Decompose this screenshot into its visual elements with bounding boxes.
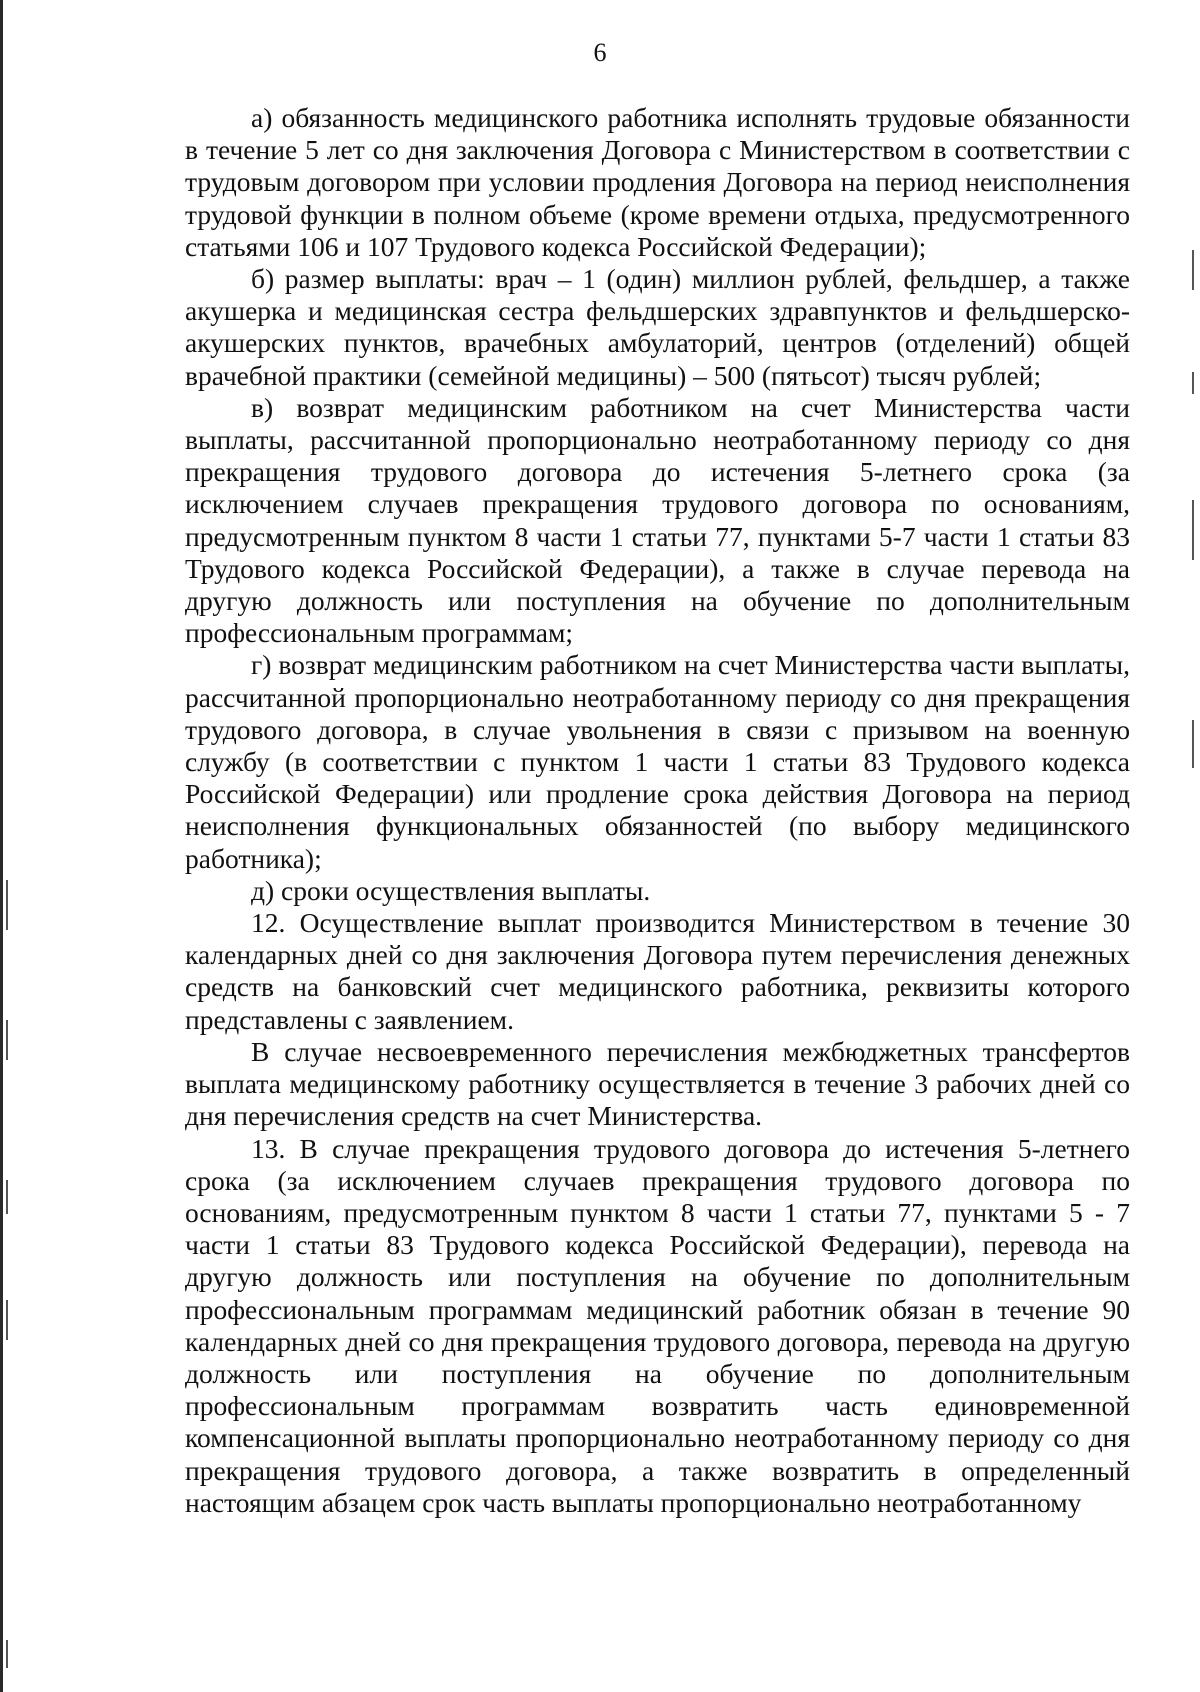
page-number: 6 xyxy=(593,38,607,67)
document-body xyxy=(185,102,1130,1519)
paragraph-item-v: в) возврат медицинским работником на счет Министерства части выплаты, рассчитанной пропорционально неотработанному периоду со дня прекращения трудового договора до истечения 5-летнего срока (за исключением случаев прекращения трудового договора по основаниям, предусмотренным пунктом 8 части 1 статьи 77, пунктами 5-7 части 1 статьи 83 Трудового кодекса Российской Федерации), а также в случае перевода на другую должность или поступления на обучение по дополнительным профессиональным программам; xyxy=(185,391,1130,649)
paragraph-item-a: а) обязанность медицинского работника исполнять трудовые обязанности в течение 5 лет со дня заключения Договора с Министерством в соответствии с трудовым договором при условии продления Договора на период неисполнения трудовой функции в полном объеме (кроме времени отдыха, предусмотренного статьями 106 и 107 Трудового кодекса Российской Федерации); xyxy=(185,102,1130,262)
paragraph-clause-12: 12. Осуществление выплат производится Министерством в течение 30 календарных дней со дня заключения Договора путем перечисления денежных средств на банковский счет медицинского работника, реквизиты которого представлены с заявлением. xyxy=(185,907,1130,1035)
scan-artifact-mark xyxy=(1192,720,1194,768)
scan-artifact-mark xyxy=(1192,500,1194,560)
paragraph-item-g: г) возврат медицинским работником на счет Министерства части выплаты, рассчитанной пропорционально неотработанному периоду со дня прекращения трудового договора, в случае увольнения в связи с призывом на военную службу (в соответствии с пунктом 1 части 1 статьи 83 Трудового кодекса Российской Федерации) или продление срока действия Договора на период неисполнения функциональных обязанностей (по выбору медицинского работника); xyxy=(185,649,1130,874)
paragraph-clause-12-continued: В случае несвоевременного перечисления межбюджетных трансфертов выплата медицинскому работнику осуществляется в течение 3 рабочих дней со дня перечисления средств на счет Министерства. xyxy=(185,1035,1130,1132)
scan-artifact-mark xyxy=(1192,250,1194,290)
scan-artifact-mark xyxy=(6,1640,8,1668)
scan-artifact-mark xyxy=(1192,372,1194,394)
paragraph-clause-13: 13. В случае прекращения трудового договора до истечения 5-летнего срока (за исключением случаев прекращения трудового договора по основаниям, предусмотренным пунктом 8 части 1 статьи 77, пунктами 5 - 7 части 1 статьи 83 Трудового кодекса Российской Федерации), перевода на другую должность или поступления на обучение по дополнительным профессиональным программам медицинский работник обязан в течение 90 календарных дней со дня прекращения трудового договора, перевода на другую должность или поступления на обучение по дополнительным профессиональным программам возвратить часть единовременной компенсационной выплаты пропорционально неотработанному периоду со дня прекращения трудового договора, а также возвратить в определенный настоящим абзацем срок часть выплаты пропорционально неотработанному xyxy=(185,1132,1130,1518)
paragraph-item-d: д) сроки осуществления выплаты. xyxy=(251,874,651,906)
scan-artifact-mark xyxy=(6,880,8,930)
paragraph-item-b: б) размер выплаты: врач – 1 (один) миллион рублей, фельдшер, а также акушерка и медицинская сестра фельдшерских здравпунктов и фельдшерско-акушерских пунктов, врачебных амбулаторий, центров (отделений) общей врачебной практики (семейной медицины) – 500 (пятьсот) тысяч рублей; xyxy=(185,263,1130,391)
scan-artifact-mark xyxy=(6,1020,8,1060)
scan-artifact-mark xyxy=(6,1300,8,1340)
scan-left-edge xyxy=(0,0,3,1692)
scan-artifact-mark xyxy=(6,1180,8,1214)
